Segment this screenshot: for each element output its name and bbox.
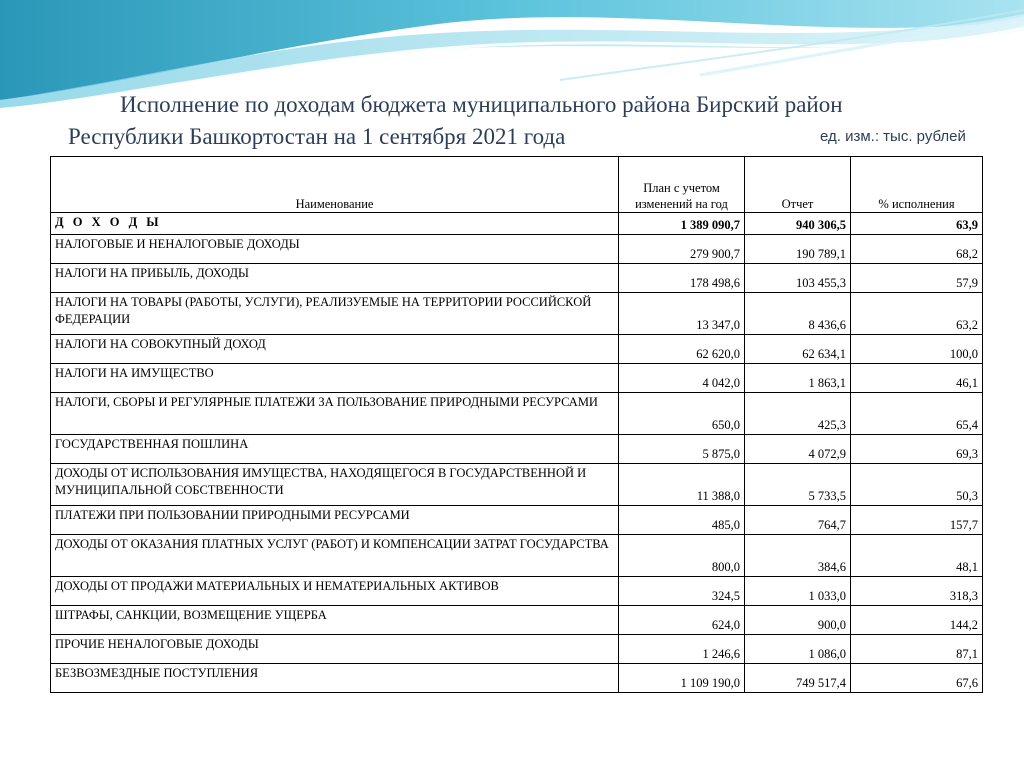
row-report: 190 789,1 — [745, 235, 851, 264]
row-percent: 144,2 — [851, 606, 983, 635]
row-report: 900,0 — [745, 606, 851, 635]
header-percent: % исполнения — [851, 157, 983, 213]
table-row — [51, 464, 983, 506]
row-plan: 13 347,0 — [619, 293, 745, 335]
row-percent: 157,7 — [851, 506, 983, 535]
row-report: 749 517,4 — [745, 664, 851, 693]
row-name: НАЛОГИ НА ИМУЩЕСТВО — [51, 364, 619, 393]
row-name: ПЛАТЕЖИ ПРИ ПОЛЬЗОВАНИИ ПРИРОДНЫМИ РЕСУРСАМИ — [51, 506, 619, 535]
units-label: ед. изм.: тыс. рублей — [820, 128, 966, 145]
row-percent: 57,9 — [851, 264, 983, 293]
row-plan: 5 875,0 — [619, 435, 745, 464]
row-report: 62 634,1 — [745, 335, 851, 364]
row-plan: 1 109 190,0 — [619, 664, 745, 693]
row-name: ГОСУДАРСТВЕННАЯ ПОШЛИНА — [51, 435, 619, 464]
row-name: ШТРАФЫ, САНКЦИИ, ВОЗМЕЩЕНИЕ УЩЕРБА — [51, 606, 619, 635]
row-percent: 100,0 — [851, 335, 983, 364]
row-plan: 279 900,7 — [619, 235, 745, 264]
row-name: ДОХОДЫ ОТ ОКАЗАНИЯ ПЛАТНЫХ УСЛУГ (РАБОТ) И КОМПЕНСАЦИИ ЗАТРАТ ГОСУДАРСТВА — [51, 535, 619, 577]
table-row — [51, 213, 983, 235]
table-row — [51, 235, 983, 264]
row-percent: 69,3 — [851, 435, 983, 464]
table-row — [51, 577, 983, 606]
table-row — [51, 293, 983, 335]
table-row — [51, 435, 983, 464]
row-report: 1 863,1 — [745, 364, 851, 393]
row-plan: 800,0 — [619, 535, 745, 577]
row-name: НАЛОГИ НА ПРИБЫЛЬ, ДОХОДЫ — [51, 264, 619, 293]
table-row — [51, 335, 983, 364]
row-plan: 650,0 — [619, 393, 745, 435]
title-line-1: Исполнение по доходам бюджета муниципального района Бирский район — [120, 92, 843, 117]
row-plan: 485,0 — [619, 506, 745, 535]
row-name: НАЛОГОВЫЕ И НЕНАЛОГОВЫЕ ДОХОДЫ — [51, 235, 619, 264]
row-report: 1 033,0 — [745, 577, 851, 606]
row-percent: 65,4 — [851, 393, 983, 435]
row-report: 8 436,6 — [745, 293, 851, 335]
row-plan: 624,0 — [619, 606, 745, 635]
table-row — [51, 264, 983, 293]
row-plan: 62 620,0 — [619, 335, 745, 364]
row-percent: 50,3 — [851, 464, 983, 506]
row-name: НАЛОГИ НА ТОВАРЫ (РАБОТЫ, УСЛУГИ), РЕАЛИЗУЕМЫЕ НА ТЕРРИТОРИИ РОССИЙСКОЙ ФЕДЕРАЦИИ — [51, 293, 619, 335]
row-plan: 1 246,6 — [619, 635, 745, 664]
table-header-row — [51, 157, 983, 213]
row-percent: 68,2 — [851, 235, 983, 264]
row-report: 103 455,3 — [745, 264, 851, 293]
row-report: 764,7 — [745, 506, 851, 535]
row-plan: 4 042,0 — [619, 364, 745, 393]
table-row — [51, 506, 983, 535]
row-name: НАЛОГИ НА СОВОКУПНЫЙ ДОХОД — [51, 335, 619, 364]
table-row — [51, 606, 983, 635]
row-plan: 1 389 090,7 — [619, 213, 745, 235]
row-name: НАЛОГИ, СБОРЫ И РЕГУЛЯРНЫЕ ПЛАТЕЖИ ЗА ПОЛЬЗОВАНИЕ ПРИРОДНЫМИ РЕСУРСАМИ — [51, 393, 619, 435]
title-line-2: Республики Башкортостан на 1 сентября 2021 года — [68, 124, 566, 149]
row-percent: 63,9 — [851, 213, 983, 235]
row-plan: 178 498,6 — [619, 264, 745, 293]
row-report: 384,6 — [745, 535, 851, 577]
table-row — [51, 535, 983, 577]
income-table — [50, 156, 983, 693]
header-name: Наименование — [51, 157, 619, 213]
row-percent: 87,1 — [851, 635, 983, 664]
header-report: Отчет — [745, 157, 851, 213]
table-row — [51, 364, 983, 393]
row-report: 1 086,0 — [745, 635, 851, 664]
header-plan: План с учетом изменений на год — [619, 157, 745, 213]
row-report: 425,3 — [745, 393, 851, 435]
row-name: ПРОЧИЕ НЕНАЛОГОВЫЕ ДОХОДЫ — [51, 635, 619, 664]
row-percent: 46,1 — [851, 364, 983, 393]
row-report: 940 306,5 — [745, 213, 851, 235]
row-percent: 63,2 — [851, 293, 983, 335]
table-row — [51, 635, 983, 664]
row-percent: 48,1 — [851, 535, 983, 577]
row-report: 5 733,5 — [745, 464, 851, 506]
row-percent: 318,3 — [851, 577, 983, 606]
table-row — [51, 664, 983, 693]
row-percent: 67,6 — [851, 664, 983, 693]
row-report: 4 072,9 — [745, 435, 851, 464]
row-plan: 11 388,0 — [619, 464, 745, 506]
row-name: Д О Х О Д Ы — [51, 213, 619, 235]
row-name: БЕЗВОЗМЕЗДНЫЕ ПОСТУПЛЕНИЯ — [51, 664, 619, 693]
row-name: ДОХОДЫ ОТ ИСПОЛЬЗОВАНИЯ ИМУЩЕСТВА, НАХОДЯЩЕГОСЯ В ГОСУДАРСТВЕННОЙ И МУНИЦИПАЛЬНОЙ СОБСТВЕННОСТИ — [51, 464, 619, 506]
table-row — [51, 393, 983, 435]
row-plan: 324,5 — [619, 577, 745, 606]
row-name: ДОХОДЫ ОТ ПРОДАЖИ МАТЕРИАЛЬНЫХ И НЕМАТЕРИАЛЬНЫХ АКТИВОВ — [51, 577, 619, 606]
